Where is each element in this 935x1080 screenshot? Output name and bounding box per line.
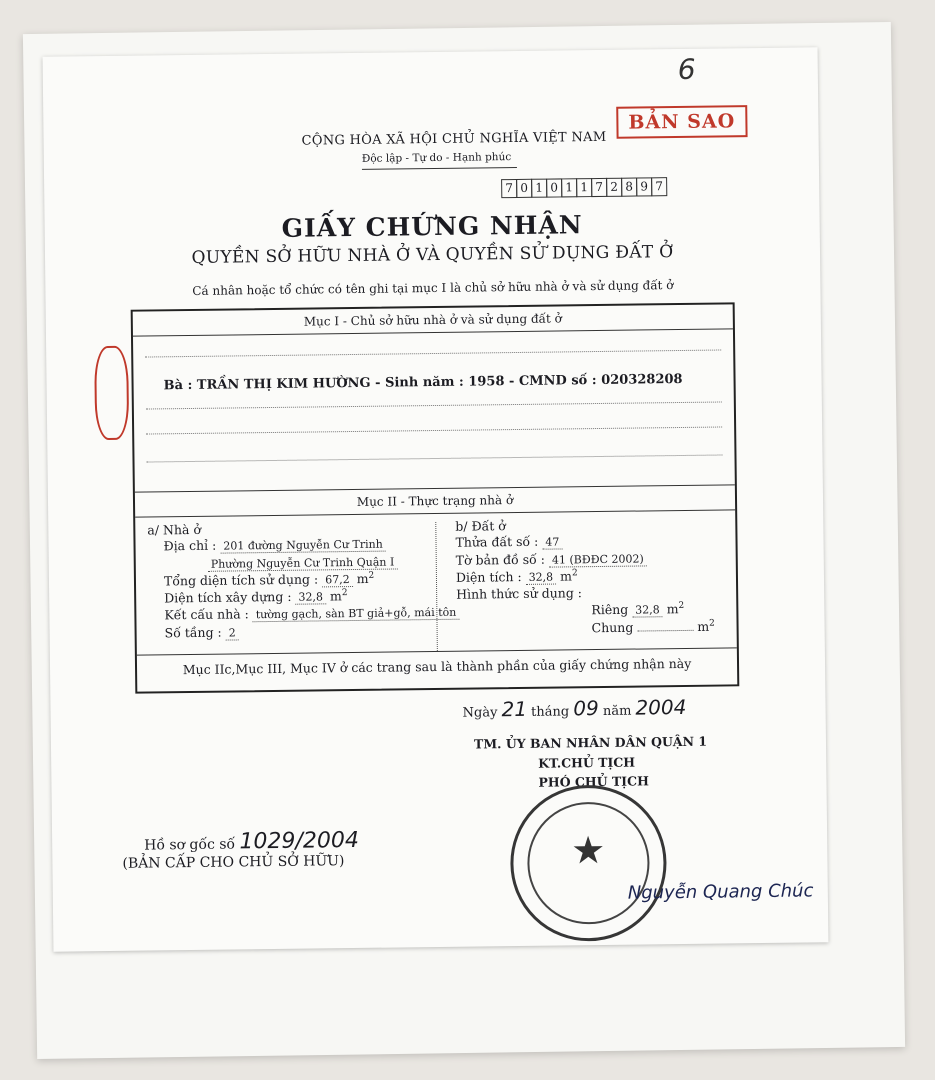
shared-area-value <box>637 630 693 632</box>
structure-row <box>164 604 459 624</box>
area-unit: m <box>666 601 679 617</box>
shared-label: Chung <box>591 619 634 636</box>
national-motto: Độc lập - Tự do - Hạnh phúc <box>361 151 512 165</box>
address-row-2 <box>208 553 398 571</box>
signer-title-2: PHÓ CHỦ TỊCH <box>538 773 649 790</box>
serial-digit: 7 <box>651 177 667 196</box>
total-area-value: 67,2 <box>322 573 353 587</box>
area-unit: m <box>329 588 342 604</box>
official-seal <box>510 784 668 942</box>
divider <box>135 509 735 517</box>
area-unit-power: 2 <box>709 618 715 629</box>
day-label: Ngày <box>462 705 498 721</box>
house-label: a/ Nhà ở <box>147 521 202 538</box>
signer-signature: Nguyễn Quang Chúc <box>627 880 814 904</box>
serial-digit: 7 <box>591 178 607 197</box>
certificate-title: GIẤY CHỨNG NHẬN <box>281 210 583 243</box>
year-label: năm <box>602 703 632 719</box>
land-area-value: 32,8 <box>526 571 557 585</box>
dotted-line <box>147 454 723 462</box>
parcel-label: Thửa đất số : <box>455 533 539 550</box>
year-value: 2004 <box>635 694 687 720</box>
private-area-value: 32,8 <box>632 603 663 617</box>
built-area-value: 32,8 <box>295 591 326 605</box>
parcel-value: 47 <box>542 535 562 549</box>
section2-footer: Mục IIc,Mục III, Mục IV ở các trang sau là thành phần của giấy chứng nhận này <box>182 655 692 678</box>
serial-digit: 1 <box>561 178 577 197</box>
land-label: b/ Đất ở <box>455 518 506 534</box>
motto-underline <box>362 167 517 170</box>
area-unit: m <box>697 618 710 634</box>
month-value: 09 <box>573 696 599 721</box>
seal-star-icon: ★ <box>570 827 606 873</box>
record-value: 1029/2004 <box>239 827 360 855</box>
record-label: Hồ sơ gốc số <box>144 836 236 854</box>
country-name: CỘNG HÒA XÃ HỘI CHỦ NGHĨA VIỆT NAM <box>301 129 607 149</box>
built-area-row <box>164 588 348 606</box>
certificate-subtitle: QUYỀN SỞ HỮU NHÀ Ở VÀ QUYỀN SỬ DỤNG ĐẤT Ở <box>191 242 674 268</box>
total-area-label: Tổng diện tích sử dụng : <box>163 571 319 589</box>
private-label: Riêng <box>591 601 629 618</box>
month-label: tháng <box>531 704 570 720</box>
day-value: 21 <box>501 696 528 722</box>
serial-digit: 0 <box>516 179 532 198</box>
record-number <box>144 828 359 856</box>
issued-to: (BẢN CẤP CHO CHỦ SỞ HỮU) <box>122 853 345 872</box>
structure-label: Kết cấu nhà : <box>164 606 249 623</box>
area-unit: m <box>356 570 369 587</box>
shared-row <box>591 619 714 636</box>
parcel-row <box>455 533 562 550</box>
map-sheet-label: Tờ bản đồ số : <box>455 551 546 568</box>
serial-digit: 1 <box>576 178 592 197</box>
serial-digit: 2 <box>606 178 622 197</box>
private-row <box>591 601 684 618</box>
section2-heading: Mục II - Thực trạng nhà ở <box>356 493 514 509</box>
area-unit: m <box>560 568 573 584</box>
floors-value: 2 <box>226 626 239 640</box>
floors-label: Số tầng : <box>164 624 222 641</box>
area-unit-power: 2 <box>571 568 578 579</box>
serial-digit: 7 <box>501 179 517 198</box>
land-area-label: Diện tích : <box>455 569 522 585</box>
usage-form-label: Hình thức sử dụng : <box>456 585 583 602</box>
built-area-label: Diện tích xây dựng : <box>164 588 292 606</box>
land-area-row <box>456 568 578 586</box>
serial-digit: 9 <box>636 177 652 196</box>
address-line2: Phường Nguyễn Cư Trinh Quận I <box>208 555 398 571</box>
signer-title-1: KT.CHỦ TỊCH <box>538 754 636 771</box>
address-line1: 201 đường Nguyễn Cư Trinh <box>220 538 386 554</box>
total-area-row <box>164 571 374 590</box>
signing-date <box>462 695 686 722</box>
certificate-frame <box>131 302 740 693</box>
area-unit-power: 2 <box>368 570 375 581</box>
map-sheet-value: 41 (BĐĐC 2002) <box>549 552 647 567</box>
page-number: 6 <box>677 52 696 87</box>
serial-number <box>502 177 667 198</box>
column-divider <box>435 522 438 651</box>
address-label: Địa chỉ : <box>163 537 217 554</box>
certificate-sheet <box>43 47 829 951</box>
committee-name: TM. ỦY BAN NHÂN DÂN QUẬN 1 <box>473 733 708 752</box>
side-stamp <box>94 346 129 440</box>
divider <box>133 328 733 336</box>
address-row <box>163 536 385 555</box>
owner-line: Bà : TRẦN THỊ KIM HƯỜNG - Sinh năm : 1958 - CMND số : 020328208 <box>163 371 683 394</box>
structure-value: tường gạch, sàn BT giả+gỗ, mái tôn <box>253 606 460 623</box>
serial-digit: 1 <box>531 179 547 198</box>
dotted-line <box>146 426 722 434</box>
serial-digit: 0 <box>546 178 562 197</box>
serial-digit: 8 <box>621 178 637 197</box>
area-unit-power: 2 <box>341 588 348 599</box>
copy-stamp: BẢN SAO <box>616 105 747 139</box>
dotted-line <box>146 401 722 409</box>
intro-text: Cá nhân hoặc tổ chức có tên ghi tại mục I là chủ sở hữu nhà ở và sử dụng đất ở <box>192 278 674 298</box>
area-unit-power: 2 <box>678 600 685 612</box>
dotted-line <box>145 349 721 357</box>
map-sheet-row <box>456 550 647 568</box>
section1-heading: Mục I - Chủ sở hữu nhà ở và sử dụng đất ở <box>303 311 562 329</box>
floors-row <box>165 624 239 641</box>
